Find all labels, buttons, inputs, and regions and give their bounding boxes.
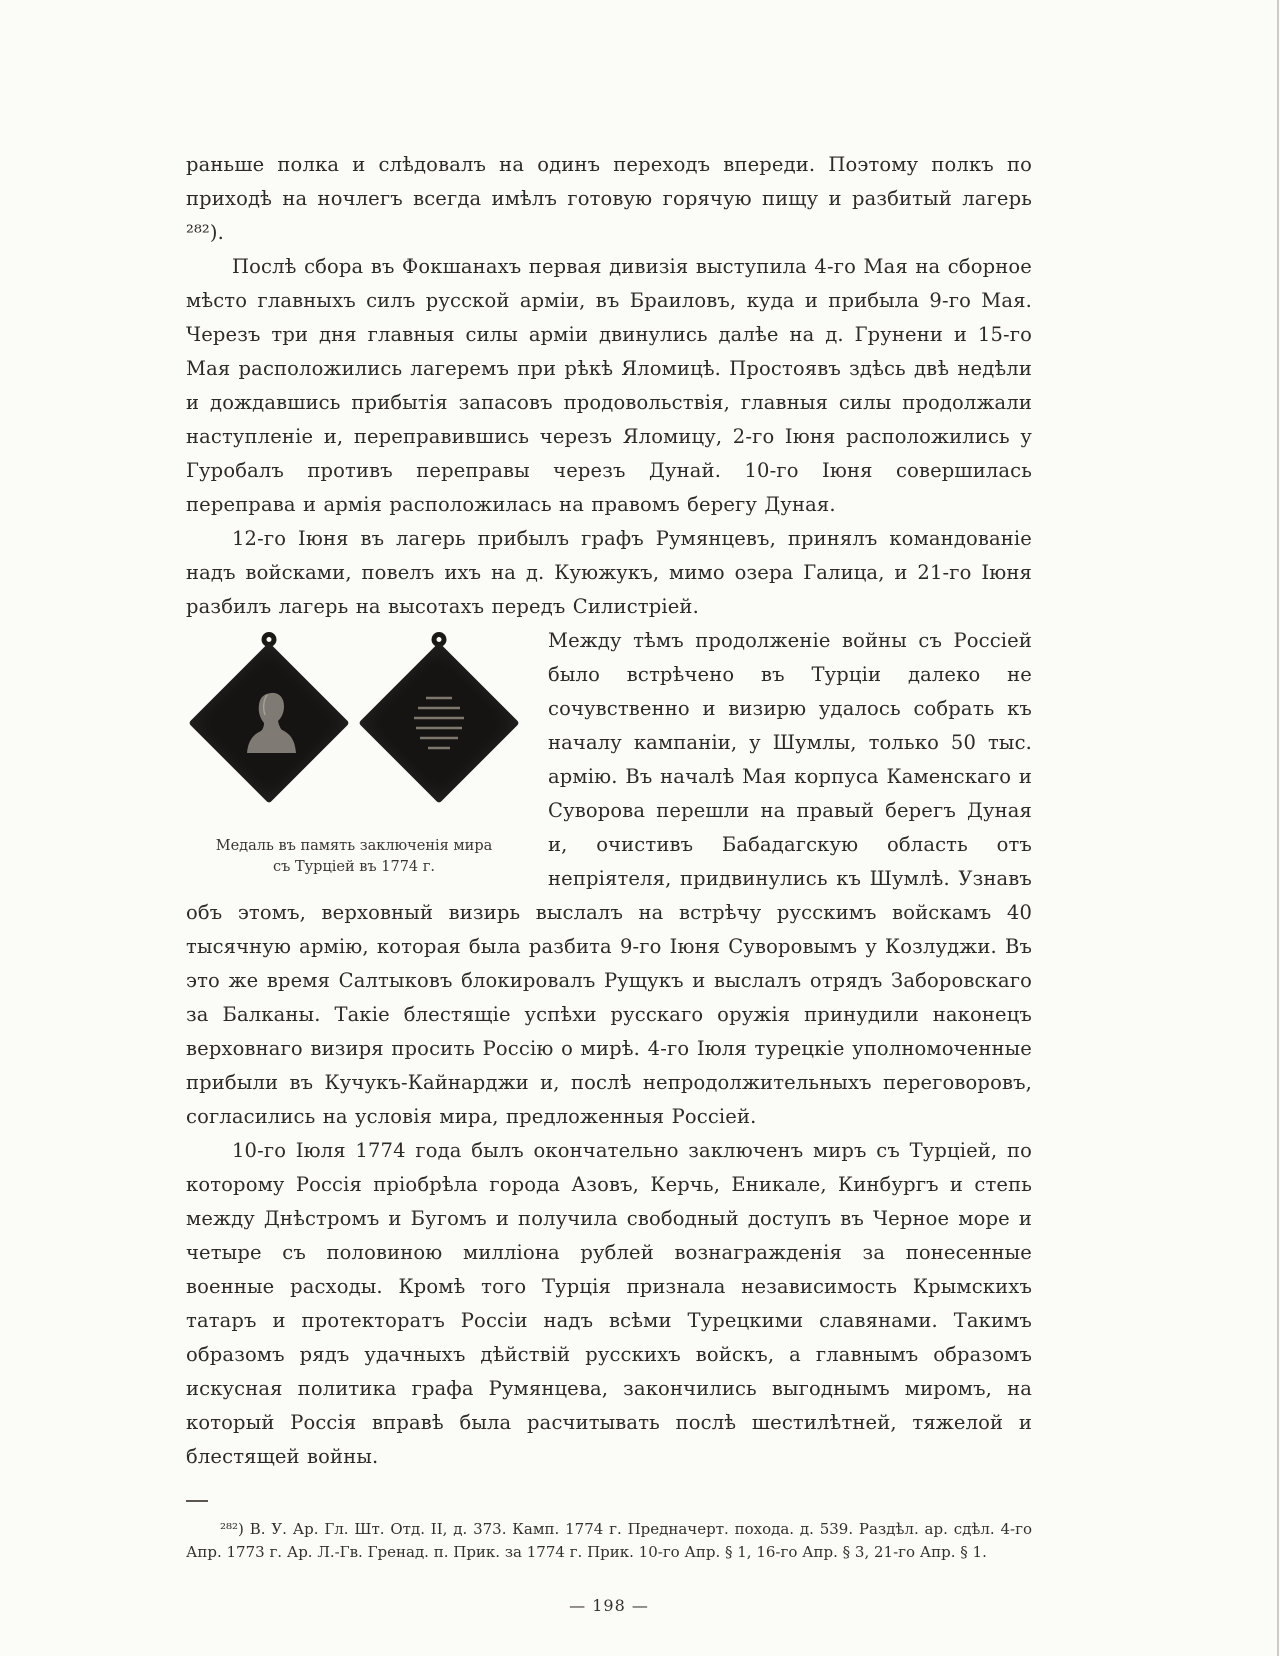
- page-number: — 198 —: [569, 1596, 649, 1615]
- medal-portrait-image: [212, 666, 326, 780]
- figure-caption-line2: съ Турціей въ 1774 г.: [273, 859, 435, 875]
- text-block: [186, 148, 1032, 1615]
- footnote-block: [186, 1500, 1032, 1564]
- body-paragraph: Послѣ сбора въ Фокшанахъ первая дивизія выступила 4-го Мая на сборное мѣсто главныхъ силъ русской арміи, въ Браиловъ, куда и прибыла 9-го Мая. Черезъ три дня главныя силы арміи двинулись далѣе на д. Грунени и 15-го Мая расположились лагеремъ при рѣкѣ Яломицѣ. Простоявъ здѣсь двѣ недѣли и дождавшись прибытія запасовъ продовольствія, главныя силы продолжали наступленіе и, переправившись черезъ Яломицу, 2-го Іюня расположились у Гуробалъ противъ переправы черезъ Дунай. 10-го Іюня совершилась переправа и армія расположилась на правомъ берегу Дуная.: [186, 255, 1032, 516]
- paragraph-with-figure: [186, 624, 1032, 1134]
- figure-caption: [186, 836, 522, 878]
- medal-reverse: [356, 632, 522, 824]
- scan-edge-line: [1277, 0, 1279, 1656]
- medal-obverse: [186, 632, 352, 824]
- footnote-separator: [186, 1500, 208, 1502]
- figure-caption-line1: Медаль въ память заключенія мира: [215, 838, 493, 854]
- medal-figure: [186, 632, 522, 878]
- body-paragraph: 10-го Іюля 1774 года былъ окончательно заключенъ миръ съ Турціей, по которому Россія пріобрѣла города Азовъ, Керчь, Еникале, Кинбургъ и степь между Днѣстромъ и Бугомъ и получила свободный доступъ въ Черное море и четыре съ половиною милліона рублей вознагражденія за понесенные военные расходы. Кромѣ того Турція признала независимость Крымскихъ татаръ и протекторатъ Россіи надъ всѣми Турецкими славянами. Такимъ образомъ рядъ удачныхъ дѣйствій русскихъ войскъ, а главнымъ образомъ искусная политика графа Румянцева, закончились выгоднымъ миромъ, на который Россія вправѣ была расчитывать послѣ шестилѣтней, тяжелой и блестящей войны.: [186, 1139, 1032, 1468]
- medal-diamond: [188, 642, 349, 803]
- body-paragraph: раньше полка и слѣдовалъ на одинъ переходъ впереди. Поэтому полкъ по приходѣ на ночлегъ всегда имѣлъ готовую горячую пищу и разбитый лагерь ²⁸²).: [186, 153, 1032, 244]
- footnote-text: ²⁸²) В. У. Ар. Гл. Шт. Отд. II, д. 373. Камп. 1774 г. Предначерт. похода. д. 539. Раздѣл. ар. сдѣл. 4-го Апр. 1773 г. Ар. Л.-Гв. Гренад. п. Прик. за 1774 г. Прик. 10-го Апр. § 1, 16-го Апр. § 3, 21-го Апр. § 1.: [186, 1520, 1032, 1561]
- medal-inscription-image: [382, 666, 496, 780]
- body-paragraph: 12-го Іюня въ лагерь прибылъ графъ Румянцевъ, принялъ командованіе надъ войсками, повелъ ихъ на д. Куюжукъ, мимо озера Галица, и 21-го Іюня разбилъ лагерь на высотахъ передъ Силистріей.: [186, 527, 1032, 618]
- medal-diamond: [358, 642, 519, 803]
- medals-row: [186, 632, 522, 824]
- body-paragraph: Между тѣмъ продолженіе войны съ Россіей было встрѣчено въ Турціи далеко не сочувственно и визирю удалось собрать къ началу кампаніи, у Шумлы, только 50 тыс. армію. Въ началѣ Мая корпуса Каменскаго и Суворова перешли на правый берегъ Дуная и, очистивъ Бабадагскую область отъ непріятеля, придвинулись къ Шумлѣ. Узнавъ объ этомъ, верховный визирь выслалъ на встрѣчу русскимъ войскамъ 40 тысячную армію, которая была разбита 9-го Іюня Суворовымъ у Козлуджи. Въ это же время Салтыковъ блокировалъ Рущукъ и выслалъ отрядъ Заборовскаго за Балканы. Такіе блестящіе успѣхи русскаго оружія принудили наконецъ верховнаго визиря просить Россію о мирѣ. 4-го Іюля турецкіе уполномоченные прибыли въ Кучукъ-Кайнарджи и, послѣ непродолжительныхъ переговоровъ, согласились на условія мира, предложенныя Россіей.: [186, 629, 1032, 1128]
